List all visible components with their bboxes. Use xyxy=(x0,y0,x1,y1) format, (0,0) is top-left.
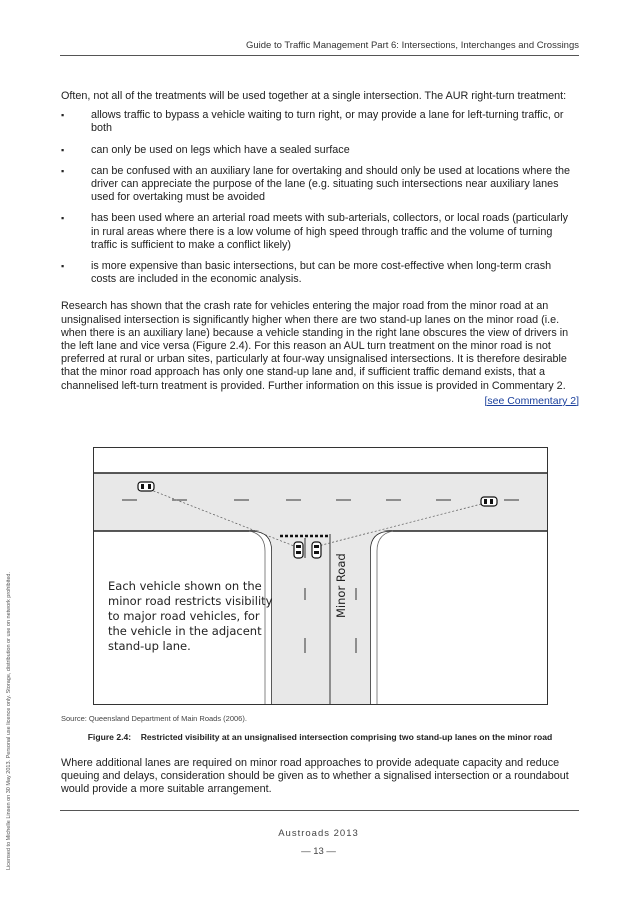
running-header: Guide to Traffic Management Part 6: Intersections, Interchanges and Crossings xyxy=(245,40,579,51)
vehicle-icon xyxy=(312,542,321,558)
note-line: stand-up lane. xyxy=(108,639,191,653)
vehicle-icon xyxy=(481,497,497,506)
list-item: ▪ has been used where an arterial road meets with sub-arterials, collectors, or local roads (particularly in rural areas where there is a low volume of high speed through traffic and the volume of turning traffic is sufficient to make a conflict likely) xyxy=(61,212,579,252)
figure-frame xyxy=(93,447,548,705)
licence-note: Licensed to Michelle Linsen on 30 May 2013. Personal use licence only. Storage, distribution or use on network prohibited. xyxy=(6,572,12,870)
figure-caption: Figure 2.4: Restricted visibility at an unsignalised intersection comprising two stand-up lanes on the minor road xyxy=(87,732,553,742)
header-rule xyxy=(60,55,579,56)
minor-road-label: Minor Road xyxy=(334,553,348,618)
list-item: ▪ can only be used on legs which have a sealed surface xyxy=(61,144,579,157)
list-item: ▪ allows traffic to bypass a vehicle waiting to turn right, or may provide a lane for left-turning traffic, or both xyxy=(61,109,579,135)
page-number: — 13 — xyxy=(301,846,336,857)
intro-paragraph: Often, not all of the treatments will be used together at a single intersection. The AUR right-turn treatment: xyxy=(61,90,567,102)
footer-org: Austroads 2013 xyxy=(278,828,359,839)
closing-paragraph: Where additional lanes are required on minor road approaches to provide adequate capacity and reduce queuing and delays, consideration should be given as to whether a signalised intersection or a roundabout would provide a more suitable arrangement. xyxy=(61,757,569,796)
note-line: minor road restricts visibility xyxy=(108,594,273,608)
major-road xyxy=(94,473,547,531)
figure-source: Source: Queensland Department of Main Roads (2006). xyxy=(61,714,247,723)
commentary-link[interactable]: [see Commentary 2] xyxy=(484,394,579,407)
vehicle-icon xyxy=(294,542,303,558)
treatment-list xyxy=(61,109,579,286)
list-item: ▪ is more expensive than basic intersections, but can be more cost-effective when long-term crash costs are included in the economic analysis. xyxy=(61,260,579,286)
list-item: ▪ can be confused with an auxiliary lane for overtaking and should only be used at locations where the driver can appreciate the purpose of the lane (e.g. situating such intersections near auxiliary lanes used for overtaking must be avoided xyxy=(61,165,579,205)
research-paragraph: Research has shown that the crash rate for vehicles entering the major road from the minor road at an unsignalised intersection is significantly higher when there are two stand-up lanes on the minor road (i.e. when there is an auxiliary lane) because a vehicle standing in the right lane obscures the view of drivers in the left lane and vice versa (Figure 2.4). For this reason an AUL turn treatment on the minor road is not preferred at rural or urban sites, particularly at four-way unsignalised intersections. It is therefore desirable that the minor road approach has only one stand-up lane and, if sufficient traffic demand exists, that a channelised left-turn treatment is provided. Further information on this issue is provided in Commentary 2. xyxy=(61,300,569,392)
body-content xyxy=(61,90,579,408)
note-line: Each vehicle shown on the xyxy=(108,579,262,593)
note-line: to major road vehicles, for xyxy=(108,609,260,623)
footer-rule xyxy=(60,810,579,811)
vehicle-icon xyxy=(138,482,154,491)
note-line: the vehicle in the adjacent xyxy=(108,624,262,638)
road-edge-right xyxy=(370,531,547,704)
intersection-diagram xyxy=(94,448,547,704)
